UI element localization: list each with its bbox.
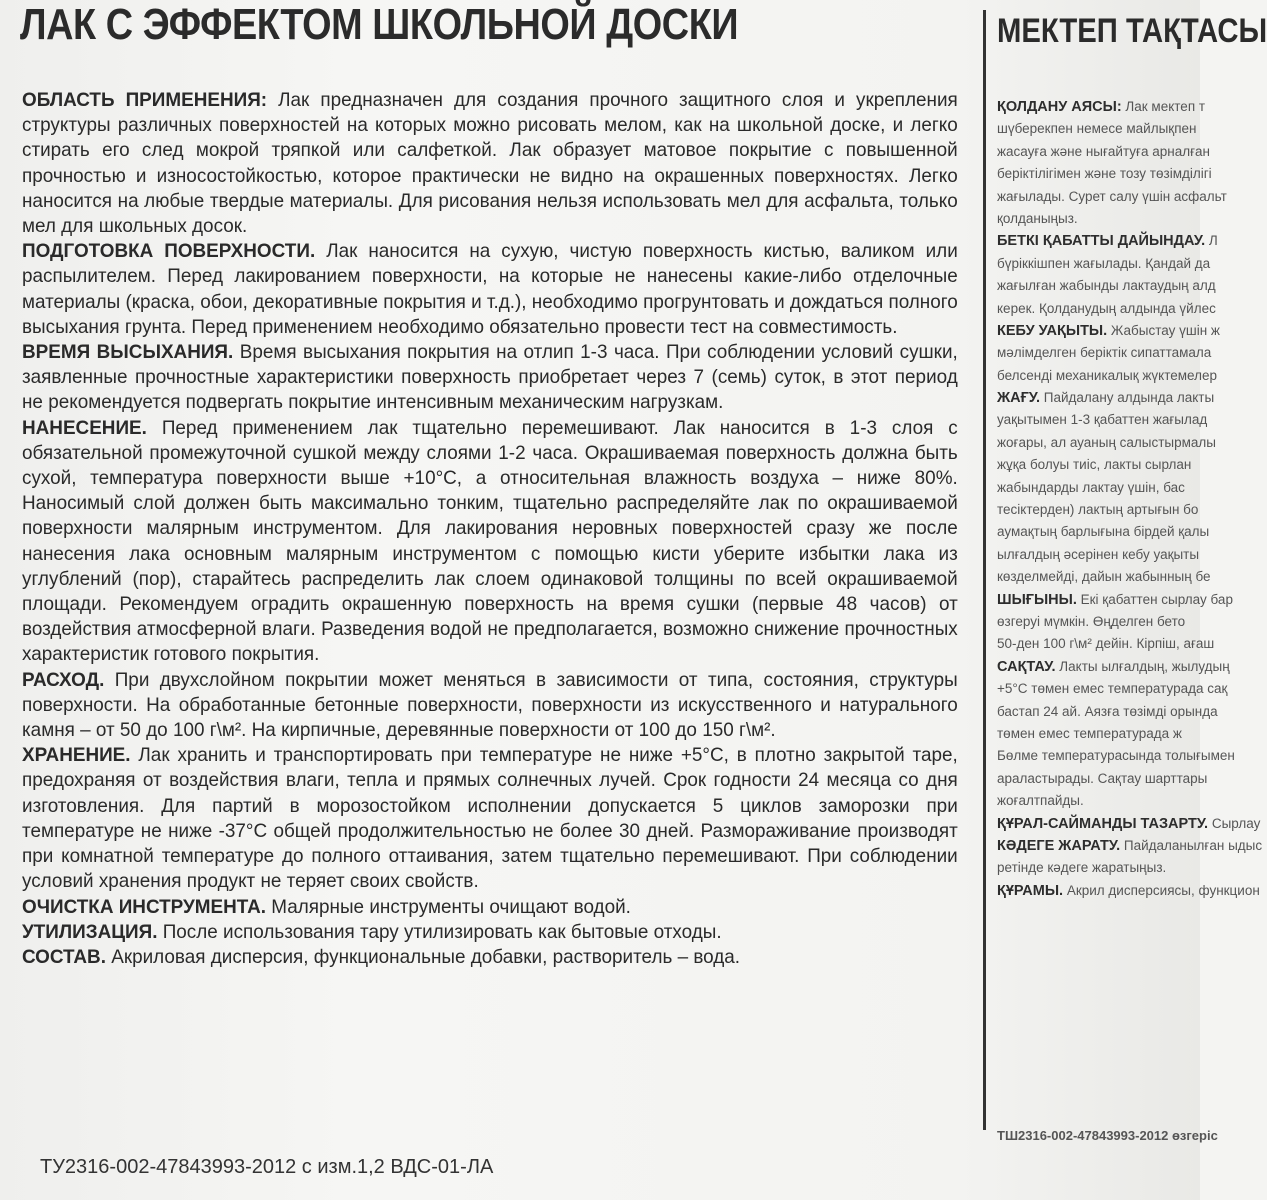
kazakh-line <box>997 521 1210 543</box>
kazakh-line <box>997 768 1207 790</box>
kazakh-text: шүберекпен немесе майлықпен <box>997 121 1197 137</box>
kazakh-body <box>997 96 1263 902</box>
kazakh-text: жоғары, ал ауаның салыстырмалы <box>997 434 1216 450</box>
kazakh-line <box>997 880 1260 902</box>
kazakh-text: мәлімделген беріктік сипаттамала <box>997 345 1212 361</box>
kazakh-text: төмен емес температурада ж <box>997 725 1182 741</box>
section-drying-time <box>22 340 958 416</box>
kazakh-text: Бөлме температурасында толығымен <box>997 748 1235 764</box>
section-heading: ХРАНЕНИЕ. <box>22 745 131 767</box>
kazakh-text: беріктілігімен және тозу төзімділігі <box>997 166 1212 182</box>
kazakh-text: Лак мектеп т <box>1121 99 1206 114</box>
section-text: Лак наносится на сухую, чистую поверхность кистью, валиком или распылителем. Перед лакированием поверхности, на которые не нанесены какие-либо отделочные материалы (краска, обои, декоративные покрытия и т.д.), необходимо прогрунтовать и дождаться полного высыхания грунта. Перед применением необходимо обязательно провести тест на совместимость. <box>22 241 958 338</box>
section-text: Малярные инструменты очищают водой. <box>266 896 631 918</box>
kazakh-line <box>997 813 1261 835</box>
section-application-method <box>22 416 958 668</box>
section-composition <box>22 945 958 970</box>
kazakh-heading: ҚОЛДАНУ АЯСЫ: <box>997 99 1122 115</box>
kazakh-line <box>997 141 1210 163</box>
kazakh-text: Лакты ылғалдың, жылудың <box>1055 658 1230 674</box>
kazakh-text: жоғалтпайды. <box>997 793 1084 809</box>
section-heading: ОБЛАСТЬ ПРИМЕНЕНИЯ: <box>22 90 268 111</box>
section-heading: УТИЛИЗАЦИЯ. <box>22 921 158 943</box>
kazakh-heading: КӘДЕГЕ ЖАРАТУ. <box>997 837 1121 854</box>
kazakh-line <box>997 611 1207 633</box>
kazakh-line <box>997 275 1216 297</box>
kazakh-line <box>997 678 1228 700</box>
section-heading: НАНЕСЕНИЕ. <box>22 417 147 439</box>
kazakh-text: көзделмейді, дайын жабынның бе <box>997 569 1211 585</box>
section-text: Лак хранить и транспортировать при температуре не ниже +5°С, в плотно закрытой таре, предохраняя от воздействия влаги, тепла и прямых солнечных лучей. Срок годности 24 месяца со дня изготовления. Для партий в морозостойком исполнении допускается 5 циклов заморозки при температуре не ниже -37°С общей продолжительностью не более 30 дней. Размораживание производят при комнатной температуре до полного оттаивания, затем тщательно перемешивают. При соблюдении условий хранения продукт не теряет своих свойств. <box>22 745 958 893</box>
section-heading: ВРЕМЯ ВЫСЫХАНИЯ. <box>22 342 234 364</box>
kazakh-spec-code: ТШ2316-002-47843993-2012 өзгеріс <box>997 1128 1218 1143</box>
kazakh-line <box>997 589 1233 611</box>
section-text: Акриловая дисперсия, функциональные добавки, растворитель – вода. <box>105 946 741 968</box>
kazakh-text: тесіктерден) лактың артығын бо <box>997 502 1199 518</box>
section-heading: ПОДГОТОВКА ПОВЕРХНОСТИ. <box>22 241 316 263</box>
kazakh-line <box>997 701 1218 723</box>
kazakh-text: қолданыңыз. <box>997 210 1078 226</box>
kazakh-line <box>997 745 1235 767</box>
kazakh-heading: ҚҰРАЛ-САЙМАНДЫ ТАЗАРТУ. <box>997 815 1209 832</box>
kazakh-line <box>997 387 1215 409</box>
kazakh-line <box>997 298 1216 320</box>
section-tool-cleaning <box>22 895 958 920</box>
kazakh-text: жағылады. Сурет салу үшін асфальт <box>997 188 1227 204</box>
kazakh-text: Пайдалану алдында лакты <box>1040 390 1215 406</box>
section-text: Время высыхания покрытия на отлип 1-3 часа. При соблюдении условий сушки, заявленные прочностные характеристики поверхность приобретает через 7 (семь) суток, в этот период не рекомендуется подвергать покрытие интенсивным механическим нагрузкам. <box>22 342 958 414</box>
kazakh-text: ретінде кәдеге жаратыңыз. <box>997 860 1167 876</box>
kazakh-line <box>997 163 1212 185</box>
kazakh-line <box>997 790 1207 812</box>
kazakh-text: Пайдаланылған ыдыс <box>1120 837 1263 853</box>
kazakh-line <box>997 499 1207 521</box>
section-consumption <box>22 668 958 744</box>
kazakh-text: жасауға және нығайтуға арналған <box>997 143 1210 159</box>
kazakh-text: жабындарды лактау үшін, бас <box>997 479 1185 495</box>
kazakh-heading: КЕБУ УАҚЫТЫ. <box>997 322 1108 339</box>
section-text: При двухслойном покрытии может меняться в зависимости от типа, состояния, структуры поверхности. На обработанные бетонные поверхности, поверхности из искусственного и натурального камня – от 50 до 100 г\м². На кирпичные, деревянные поверхности от 100 до 150 г\м². <box>22 669 958 742</box>
kazakh-line <box>997 544 1207 566</box>
kazakh-line <box>997 96 1207 118</box>
kazakh-line <box>997 633 1215 655</box>
section-application <box>22 88 958 239</box>
page-title: ЛАК С ЭФФЕКТОМ ШКОЛЬНОЙ ДОСКИ <box>20 0 739 49</box>
kazakh-heading: ҚҰРАМЫ. <box>997 882 1064 899</box>
kazakh-text: керек. Қолданудың алдында үйлес <box>997 300 1216 316</box>
section-disposal <box>22 920 958 945</box>
kazakh-text: араластырады. Сақтау шарттары <box>997 770 1208 786</box>
kazakh-title: МЕКТЕП ТАҚТАСЫ <box>997 12 1267 50</box>
section-heading: ОЧИСТКА ИНСТРУМЕНТА. <box>22 896 267 918</box>
kazakh-text: бастап 24 ай. Аязға төзімді орында <box>997 703 1218 719</box>
section-heading: СОСТАВ. <box>22 946 106 968</box>
section-text: Перед применением лак тщательно перемешивают. Лак наносится в 1-3 слоя с обязательной промежуточной сушкой между слоями 1-2 часа. Окрашиваемая поверхность должна быть сухой, температура поверхности выше +10°С, а относительная влажность воздуха – ниже 80%. Наносимый слой должен быть максимально тонким, тщательно распределяйте лак по окрашиваемой поверхности малярным инструментом. Для лакирования неровных поверхностей сразу же после нанесения лака основным малярным инструментом с помощью кисти уберите избытки лака из углублений (пор), старайтесь распределить лак слоем одинаковой толщины по всей окрашиваемой площади. Рекомендуем оградить окрашенную поверхность на время сушки (первые 48 часов) от воздействия атмосферной влаги. Разведения водой не предполагается, возможно снижение прочностных характеристик готового покрытия. <box>22 417 958 666</box>
kazakh-heading: ЖАҒУ. <box>997 390 1041 407</box>
kazakh-text: белсенді механикалық жүктемелер <box>997 367 1218 383</box>
kazakh-line <box>997 342 1212 364</box>
section-storage <box>22 743 958 894</box>
kazakh-heading: БЕТКІ ҚАБАТТЫ ДАЙЫНДАУ. <box>997 233 1206 250</box>
kazakh-text: өзгеруі мүмкін. Өңделген бето <box>997 613 1186 629</box>
kazakh-line <box>997 230 1218 252</box>
column-divider <box>983 10 986 1130</box>
kazakh-column <box>993 0 1267 1200</box>
kazakh-line <box>997 320 1220 342</box>
kazakh-line <box>997 454 1207 476</box>
kazakh-text: жұқа болуы тиіс, лакты сырлан <box>997 457 1192 473</box>
kazakh-line <box>997 208 1207 230</box>
kazakh-heading: ШЫҒЫНЫ. <box>997 591 1077 608</box>
kazakh-text: Сырлау <box>1208 815 1261 831</box>
kazakh-text: Екі қабаттен сырлау бар <box>1076 591 1233 607</box>
kazakh-line <box>997 835 1263 857</box>
kazakh-line <box>997 409 1207 431</box>
kazakh-text: 50-ден 100 г\м² дейін. Кірпіш, ағаш <box>997 636 1215 652</box>
kazakh-line <box>997 118 1207 140</box>
kazakh-text: бүріккішпен жағылады. Қандай да <box>997 255 1211 271</box>
kazakh-text: ылғалдың әсерінен кебу уақыты <box>997 546 1200 562</box>
kazakh-text: аумақтың барлығына бірдей қалы <box>997 524 1210 540</box>
instructions-body <box>22 88 958 970</box>
kazakh-line <box>997 253 1211 275</box>
kazakh-heading: САҚТАУ. <box>997 658 1056 675</box>
kazakh-text: Акрил дисперсиясы, функцион <box>1063 882 1260 898</box>
kazakh-text: Л <box>1205 233 1218 249</box>
kazakh-text: +5°С төмен емес температурада сақ <box>997 681 1228 697</box>
kazakh-line <box>997 723 1207 745</box>
kazakh-line <box>997 365 1218 387</box>
kazakh-text: жағылған жабынды лактаудың алд <box>997 278 1216 294</box>
kazakh-line <box>997 432 1216 454</box>
kazakh-line <box>997 857 1207 879</box>
spec-code: ТУ2316-002-47843993-2012 с изм.1,2 ВДС-01-ЛА <box>40 1156 494 1178</box>
kazakh-line <box>997 566 1211 588</box>
kazakh-text: уақытымен 1-3 қабаттен жағылад <box>997 412 1208 428</box>
kazakh-line <box>997 477 1207 499</box>
kazakh-line <box>997 186 1227 208</box>
kazakh-text: Жабыстау үшін ж <box>1107 322 1220 338</box>
section-surface-prep <box>22 239 958 340</box>
section-text: Лак предназначен для создания прочного защитного слоя и укрепления структуры различных поверхностей на которых можно рисовать мелом, как на школьной доске, и легко стирать его след мокрой тряпкой или салфеткой. Лак образует матовое покрытие с повышенной прочностью и износостойкостью, которое практически не видно на окрашенных поверхностях. Легко наносится на любые твердые материалы. Для рисования нельзя использовать мел для асфальта, только мел для школьных досок. <box>22 90 958 238</box>
kazakh-line <box>997 656 1230 678</box>
section-text: После использования тару утилизировать как бытовые отходы. <box>157 921 722 943</box>
section-heading: РАСХОД. <box>22 669 105 691</box>
